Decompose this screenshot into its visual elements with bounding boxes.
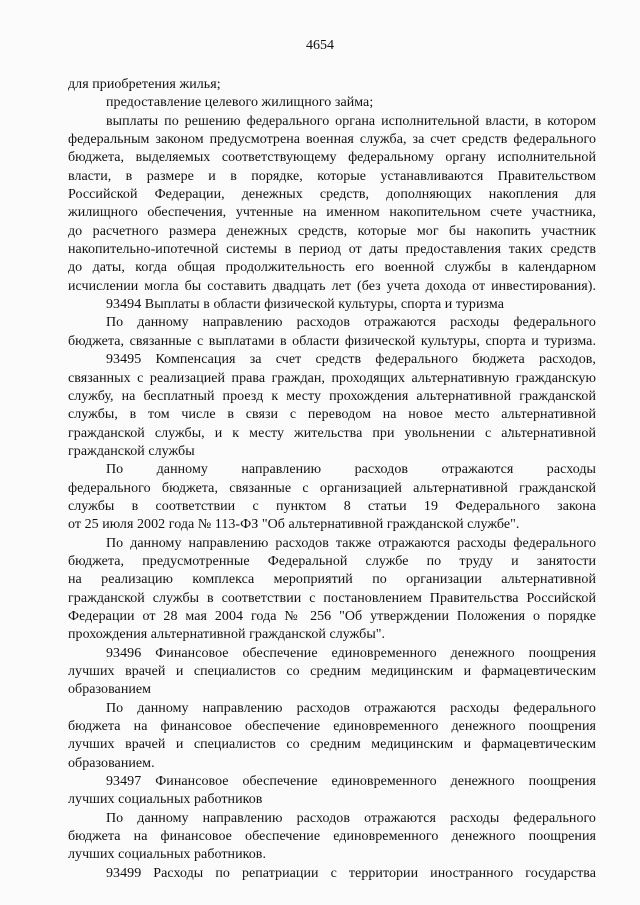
text-line: образованием. (68, 755, 155, 771)
text-line: до даты, когда общая продолжительность его военной службы в календарном (68, 260, 596, 276)
text-line: По данному направлению расходов отражаются расходы федерального (106, 810, 596, 826)
text-line: бюджета на финансовое обеспечение единовременного денежного поощрения (68, 719, 596, 735)
document-body (68, 76, 596, 883)
text-line: 93499 Расходы по репатриации с территории иностранного государства (106, 865, 596, 881)
text-line: лучших социальных работников (68, 792, 263, 808)
text-line: 93497 Финансовое обеспечение единовременного денежного поощрения (106, 774, 596, 790)
text-line: на реализацию комплекса мероприятий по организации альтернативной (68, 572, 596, 588)
page-number: 4654 (306, 38, 334, 53)
text-line: накопительно-ипотечной системы в период от даты предоставления таких средств (68, 242, 596, 258)
text-line: предоставление целевого жилищного займа; (106, 95, 374, 111)
text-line: федеральным законом предусмотрена военная служба, за счет средств федерального (68, 132, 596, 148)
text-line: По данному направлению расходов отражаются расходы федерального (106, 315, 596, 331)
text-line: прохождения альтернативной гражданской службы". (68, 627, 386, 643)
text-line: бюджета на финансовое обеспечение единовременного денежного поощрения (68, 829, 596, 845)
text-line: По данному направлению расходов отражаются расходы федерального (106, 700, 596, 716)
text-line: гражданской службы в соответствии с постановлением Правительства Российской (68, 590, 596, 606)
text-line: от 25 июля 2002 года № 113-ФЗ "Об альтернативной гражданской службе". (68, 517, 520, 533)
text-line: По данному направлению расходов отражаются расходы (106, 462, 596, 478)
text-line: лучших социальных работников. (68, 847, 267, 863)
text-line: связанных с реализацией права граждан, проходящих альтернативную гражданскую (68, 370, 596, 386)
text-line: для приобретения жилья; (68, 77, 221, 92)
text-line: гражданской службы, и к месту жительства при увольнении с альтернативной (68, 425, 596, 441)
text-line: По данному направлению расходов также отражаются расходы федерального (106, 535, 596, 551)
text-line: бюджета, связанные с выплатами в области физической культуры, спорта и туризма. (68, 333, 596, 349)
text-line: бюджета, выделяемых соответствующему федеральному органу исполнительной (68, 150, 596, 166)
text-line: до расчетного размера денежных средств, которые мог бы накопить участник (68, 223, 596, 239)
text-line: образованием (68, 682, 152, 698)
text-line: Федерации от 28 мая 2004 года № 256 "Об утверждении Положения о порядке (68, 608, 596, 624)
text-line: лучших врачей и специалистов со средним медицинским и фармацевтическим (68, 737, 596, 753)
text-line: исчислении могла бы составить двадцать лет (без учета дохода от инвестирования). (68, 278, 596, 294)
text-line: федерального бюджета, связанные с организацией альтернативной гражданской (68, 480, 596, 496)
text-line: 93496 Финансовое обеспечение единовременного денежного поощрения (106, 645, 596, 661)
text-line: 93495 Компенсация за счет средств федерального бюджета расходов, (106, 352, 596, 368)
text-line: службы, в том числе в связи с переводом на новое место альтернативной (68, 407, 596, 423)
text-line: бюджета, предусмотренные Федеральной службе по труду и занятости (68, 553, 596, 569)
text-line: выплаты по решению федерального органа исполнительной власти, в котором (106, 113, 596, 129)
text-line: власти, в размере и в порядке, которые устанавливаются Правительством (68, 168, 596, 184)
text-line: гражданской службы (68, 443, 195, 459)
text-line: службу, на бесплатный проезд к месту прохождения альтернативной гражданской (68, 388, 596, 404)
text-line: Российской Федерации, денежных средств, дополняющих накопления для (68, 187, 596, 203)
text-line: жилищного обеспечения, учтенные на именном накопительном счете участника, (68, 205, 596, 221)
text-line: лучших врачей и специалистов со средним медицинским и фармацевтическим (68, 664, 596, 679)
text-line: 93494 Выплаты в области физической культуры, спорта и туризма (106, 297, 504, 313)
text-line: службы в соответствии с пунктом 8 статьи 19 Федерального закона (68, 498, 596, 514)
